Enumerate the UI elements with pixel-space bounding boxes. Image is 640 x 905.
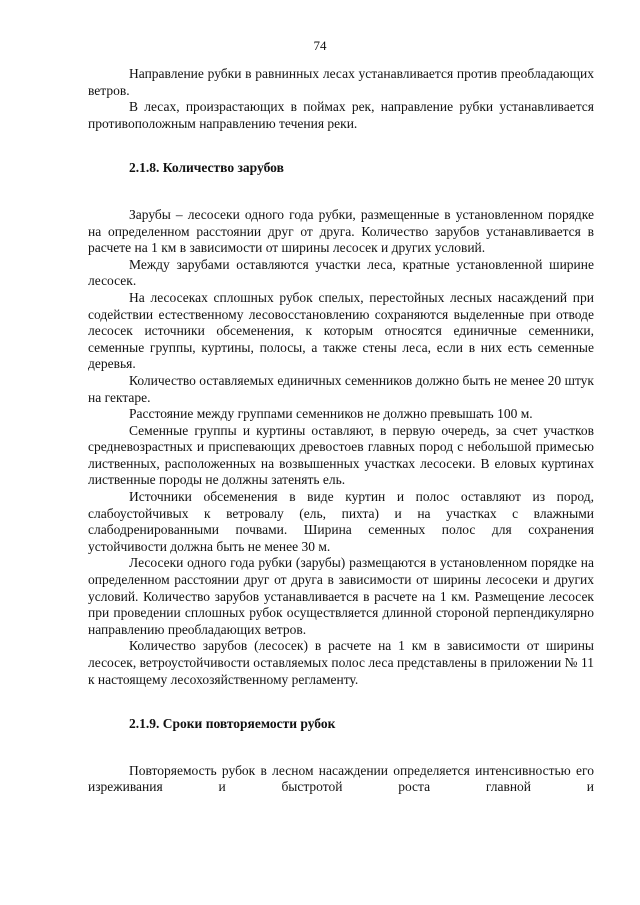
paragraph: Лесосеки одного года рубки (зарубы) размещаются в установленном порядке на определенном расстоянии друг от друга в зависимости от ширины лесосеки и других условий. Количество зарубов устанавливается в расчете на 1 км. Размещение лесосек при проведении сплошных рубок осуществляется длинной стороной перпендикулярно направлению преобладающих ветров. — [88, 555, 594, 637]
spacer — [88, 688, 594, 716]
paragraph: Зарубы – лесосеки одного года рубки, размещенные в установленном порядке на определенном расстоянии друг от друга. Количество зарубов устанавливается в расчете на 1 км в зависимости от ширины лесосек и других условий. — [88, 206, 594, 256]
paragraph: На лесосеках сплошных рубок спелых, перестойных лесных насаждений при содействии естественному лесовосстановлению сохраняются выделенные при отводе лесосек источники обсеменения, к которым относятся единичные семенники, семенные группы, куртины, полосы, а также стены леса, если в них есть семенные деревья. — [88, 289, 594, 372]
section-heading: 2.1.8. Количество зарубов — [129, 160, 284, 176]
paragraph: Повторяемость рубок в лесном насаждении определяется интенсивностью его изреживания и быстротой роста главной и — [88, 762, 594, 795]
paragraph: Количество оставляемых единичных семенников должно быть не менее 20 штук на гектаре. — [88, 372, 594, 405]
page-number: 74 — [313, 38, 327, 53]
paragraph: Между зарубами оставляются участки леса, кратные установленной ширине лесосек. — [88, 256, 594, 289]
spacer — [88, 733, 594, 763]
paragraph: Расстояние между группами семенников не должно превышать 100 м. — [129, 406, 533, 422]
paragraph: В лесах, произрастающих в поймах рек, направление рубки устанавливается противоположным направлению течения реки. — [88, 99, 594, 131]
paragraph: Направление рубки в равнинных лесах устанавливается против преобладающих ветров. — [88, 66, 594, 98]
document-body — [88, 66, 594, 796]
section-heading: 2.1.9. Сроки повторяемости рубок — [129, 716, 336, 732]
paragraph: Семенные группы и куртины оставляют, в первую очередь, за счет участков средневозрастных и приспевающих древостоев главных пород с небольшой примесью лиственных, расположенных на возвышенных участках лесосеки. В еловых куртинах лиственные породы не должны затенять ель. — [88, 422, 594, 488]
paragraph: Источники обсеменения в виде куртин и полос оставляют из пород, слабоустойчивых к ветровалу (ель, пихта) и на участках с влажными слабодренированными почвами. Ширина семенных полос для сохранения устойчивости должна быть не менее 30 м. — [88, 489, 594, 554]
spacer — [88, 177, 594, 207]
spacer — [88, 132, 594, 160]
paragraph: Количество зарубов (лесосек) в расчете на 1 км в зависимости от ширины лесосек, ветроустойчивости оставляемых полос леса представлены в приложении № 11 к настоящему лесохозяйственному регламенту. — [88, 638, 594, 687]
